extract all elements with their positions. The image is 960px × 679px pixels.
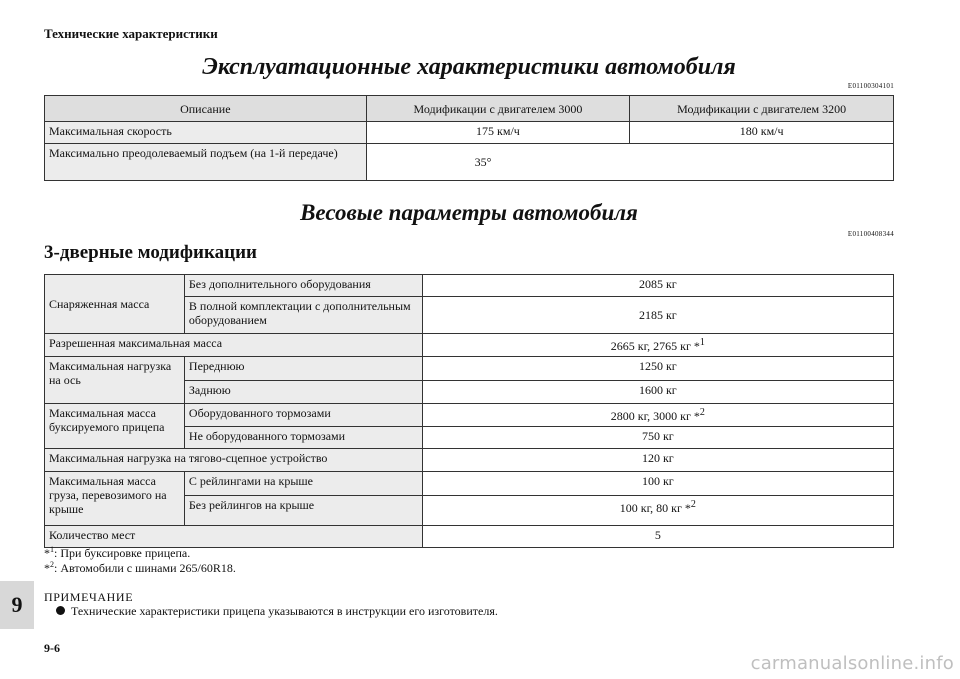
subsection-title: 3-дверные модификации bbox=[44, 242, 257, 263]
row-label: Снаряженная масса bbox=[45, 275, 185, 334]
footnote bbox=[44, 560, 236, 576]
footnote-mark: * bbox=[44, 561, 50, 575]
value-text: 100 кг, 80 кг * bbox=[619, 501, 691, 515]
row-label: Максимально преодолеваемый подъем (на 1-й передаче) bbox=[45, 144, 367, 181]
table-row bbox=[45, 275, 894, 297]
footnote-mark: * bbox=[44, 546, 50, 560]
table-header-row bbox=[45, 96, 894, 122]
value-text: 2665 кг, 2765 кг * bbox=[610, 339, 700, 353]
row-label: Максимальная нагрузка на тягово-сцепное устройство bbox=[45, 449, 423, 472]
footnote bbox=[44, 545, 190, 561]
row-sublabel: Оборудованного тормозами bbox=[184, 404, 422, 427]
cell-value bbox=[422, 496, 893, 526]
footnote-ref: 1 bbox=[699, 337, 705, 348]
table-row bbox=[45, 449, 894, 472]
cell-value: 35° bbox=[366, 144, 893, 181]
footnote-ref: 2 bbox=[699, 407, 705, 418]
table-row bbox=[45, 404, 894, 427]
row-sublabel: Без дополнительного оборудования bbox=[184, 275, 422, 297]
table-row bbox=[45, 472, 894, 496]
section-title-weights: Весовые параметры автомобиля bbox=[300, 200, 638, 225]
row-sublabel: С рейлингами на крыше bbox=[184, 472, 422, 496]
row-label: Максимальная скорость bbox=[45, 122, 367, 144]
row-sublabel: Заднюю bbox=[184, 381, 422, 404]
row-label: Максимальная масса буксируемого прицепа bbox=[45, 404, 185, 449]
cell-value bbox=[422, 404, 893, 427]
table-row bbox=[45, 122, 894, 144]
table-row bbox=[45, 357, 894, 381]
column-header: Описание bbox=[45, 96, 367, 122]
cell-value bbox=[422, 334, 893, 357]
note-text: Технические характеристики прицепа указываются в инструкции его изготовителя. bbox=[71, 604, 498, 618]
row-label: Количество мест bbox=[45, 526, 423, 548]
column-header: Модификации с двигателем 3000 bbox=[366, 96, 630, 122]
row-sublabel: Не оборудованного тормозами bbox=[184, 427, 422, 449]
watermark: carmanualsonline.info bbox=[750, 653, 954, 674]
row-label: Максимальная нагрузка на ось bbox=[45, 357, 185, 404]
row-sublabel: Без рейлингов на крыше bbox=[184, 496, 422, 526]
cell-value: 750 кг bbox=[422, 427, 893, 449]
section-code-performance: E01100304101 bbox=[847, 82, 894, 90]
cell-value: 1600 кг bbox=[422, 381, 893, 404]
footnote-number: 2 bbox=[50, 560, 54, 569]
row-label: Максимальная масса груза, перевозимого на крыше bbox=[45, 472, 185, 526]
cell-value: 5 bbox=[422, 526, 893, 548]
table-row bbox=[45, 144, 894, 181]
row-sublabel: В полной комплектации с дополнительным оборудованием bbox=[184, 297, 422, 334]
running-header: Технические характеристики bbox=[44, 26, 218, 41]
chapter-tab: 9 bbox=[0, 581, 34, 629]
cell-value: 120 кг bbox=[422, 449, 893, 472]
value-text: 2800 кг, 3000 кг * bbox=[610, 409, 700, 423]
footnote-number: 1 bbox=[50, 545, 54, 554]
footnote-text: : При буксировке прицепа. bbox=[54, 546, 191, 560]
cell-value: 2085 кг bbox=[422, 275, 893, 297]
footnote-ref: 2 bbox=[690, 499, 696, 510]
page-number: 9-6 bbox=[44, 641, 60, 655]
row-label: Разрешенная максимальная масса bbox=[45, 334, 423, 357]
table-row bbox=[45, 334, 894, 357]
bullet-icon bbox=[56, 606, 65, 615]
footnote-text: : Автомобили с шинами 265/60R18. bbox=[54, 561, 236, 575]
row-sublabel: Переднюю bbox=[184, 357, 422, 381]
weights-table bbox=[44, 274, 894, 548]
cell-value: 175 км/ч bbox=[366, 122, 630, 144]
cell-value: 1250 кг bbox=[422, 357, 893, 381]
cell-value: 180 км/ч bbox=[630, 122, 894, 144]
section-title-performance: Эксплуатационные характеристики автомобиля bbox=[202, 54, 736, 80]
note-title: ПРИМЕЧАНИЕ bbox=[44, 590, 134, 604]
section-code-weights: E01100408344 bbox=[847, 230, 894, 238]
cell-value: 2185 кг bbox=[422, 297, 893, 334]
note-item bbox=[56, 604, 498, 619]
column-header: Модификации с двигателем 3200 bbox=[630, 96, 894, 122]
performance-table bbox=[44, 95, 894, 181]
cell-value: 100 кг bbox=[422, 472, 893, 496]
